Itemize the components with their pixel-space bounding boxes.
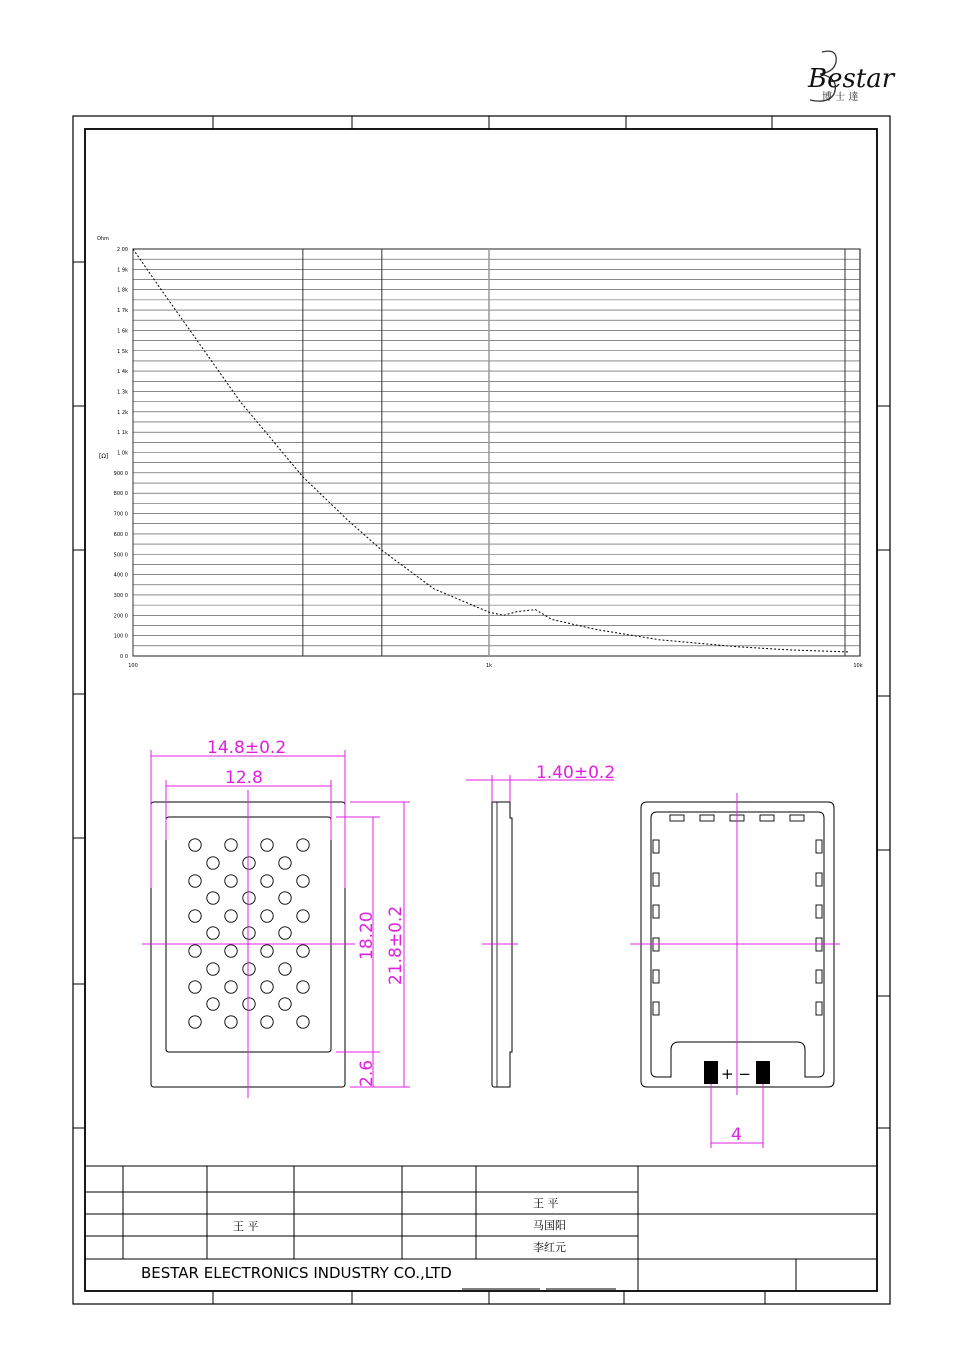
chart-y-tick-label: 1 8k xyxy=(117,287,128,294)
sound-hole xyxy=(261,839,273,851)
sound-hole xyxy=(189,875,201,887)
sound-hole xyxy=(297,839,309,851)
impedance-chart xyxy=(97,236,863,669)
chart-y-tick-label: 400 0 xyxy=(113,572,128,579)
back-view-right-tab xyxy=(816,905,822,918)
back-view-left-tab xyxy=(653,970,659,983)
chart-x-tick-label: 1k xyxy=(485,663,493,669)
side-view xyxy=(466,763,615,1087)
back-view-left-tab xyxy=(653,873,659,886)
sound-hole xyxy=(225,945,237,957)
sound-hole xyxy=(207,998,219,1010)
chart-y-tick-label: 1 7k xyxy=(117,308,128,315)
chart-y-tick-label: 800 0 xyxy=(113,491,128,498)
chart-grid xyxy=(133,249,860,656)
back-view-right-tab xyxy=(816,873,822,886)
dim-width-inner: 12.8 xyxy=(225,768,263,788)
back-view-top-tab xyxy=(760,815,774,821)
sound-hole xyxy=(279,927,291,939)
sound-hole xyxy=(261,875,273,887)
chart-y-tick-label: 500 0 xyxy=(113,552,128,559)
chart-y-tick-label: 1 1k xyxy=(117,430,128,437)
sound-hole xyxy=(279,857,291,869)
front-view xyxy=(142,738,410,1098)
back-view-top-tab xyxy=(700,815,714,821)
positive-terminal xyxy=(704,1061,718,1084)
chart-y-tick-label: 1 5k xyxy=(117,348,128,355)
dim-width-total: 14.8±0.2 xyxy=(207,738,287,758)
back-view-top-tab xyxy=(790,815,804,821)
sound-hole xyxy=(189,1016,201,1028)
bestar-logo xyxy=(807,51,896,103)
sound-hole xyxy=(279,963,291,975)
sound-hole xyxy=(225,839,237,851)
sound-hole xyxy=(279,892,291,904)
sound-hole xyxy=(207,963,219,975)
sound-hole xyxy=(189,981,201,993)
chart-y-tick-label: 100 0 xyxy=(113,633,128,640)
chart-y-tick-label: 2 00 xyxy=(116,247,128,253)
chart-x-tick-label: 100 xyxy=(128,663,138,669)
back-view-left-tab xyxy=(653,905,659,918)
back-view-right-tab xyxy=(816,1002,822,1015)
chart-y-tick-label: 200 0 xyxy=(113,613,128,620)
chart-x-tick-labels xyxy=(128,663,863,669)
sound-hole xyxy=(189,839,201,851)
sound-hole xyxy=(261,981,273,993)
sound-hole xyxy=(243,963,255,975)
chart-y-tick-labels xyxy=(114,247,128,660)
sound-hole xyxy=(297,981,309,993)
sound-hole xyxy=(225,910,237,922)
logo-brand: Bestar xyxy=(808,64,895,94)
side-view-dimensions xyxy=(466,775,614,944)
sound-hole-grid xyxy=(189,839,309,1028)
sound-hole xyxy=(261,945,273,957)
chart-y-tick-label: 1 6k xyxy=(117,328,128,335)
sound-hole xyxy=(225,981,237,993)
chart-y-tick-label: 1 4k xyxy=(117,369,128,376)
sound-hole xyxy=(207,927,219,939)
dim-height-total: 21.8±0.2 xyxy=(386,905,406,985)
approver-name: 王 平 xyxy=(533,1197,559,1210)
back-view-right-tab xyxy=(816,970,822,983)
reviewer-name: 李红元 xyxy=(533,1241,566,1254)
sound-hole xyxy=(207,892,219,904)
back-view xyxy=(630,793,840,1148)
back-view-left-tab xyxy=(653,840,659,853)
sound-hole xyxy=(297,910,309,922)
sheet-border xyxy=(73,116,890,1304)
chart-y-tick-label: 600 0 xyxy=(113,531,128,538)
chart-y-axis-label: [Ω] xyxy=(99,453,109,460)
sound-hole xyxy=(297,1016,309,1028)
chart-y-tick-label: 1 9k xyxy=(117,267,128,274)
back-view-dimensions xyxy=(630,793,840,1148)
checker-name: 马国阳 xyxy=(533,1219,566,1232)
sound-hole xyxy=(297,875,309,887)
chart-y-tick-label: 1 3k xyxy=(117,389,128,396)
sound-hole xyxy=(279,998,291,1010)
sound-hole xyxy=(189,910,201,922)
chart-y-tick-label: 700 0 xyxy=(113,511,128,518)
chart-x-tick-label: 10k xyxy=(853,663,863,669)
sound-hole xyxy=(261,910,273,922)
dim-bottom-margin: 2.6 xyxy=(357,1059,377,1087)
logo-chinese: 博 士 達 xyxy=(822,92,859,103)
impedance-curve xyxy=(133,249,848,652)
sound-hole xyxy=(207,857,219,869)
dim-thickness: 1.40±0.2 xyxy=(536,763,616,783)
sound-hole xyxy=(189,945,201,957)
sound-hole xyxy=(243,892,255,904)
chart-y-tick-label: 900 0 xyxy=(113,470,128,477)
back-view-left-tab xyxy=(653,1002,659,1015)
back-view-right-tab xyxy=(816,840,822,853)
sound-hole xyxy=(297,945,309,957)
dim-height-inner: 18.20 xyxy=(357,911,377,960)
sound-hole xyxy=(243,857,255,869)
sound-hole xyxy=(243,998,255,1010)
sound-hole xyxy=(225,1016,237,1028)
dim-pad-pitch: 4 xyxy=(731,1125,742,1145)
negative-terminal xyxy=(756,1061,770,1084)
chart-y-tick-label: 0 0 xyxy=(120,654,128,660)
chart-y-tick-label: 300 0 xyxy=(113,592,128,599)
sound-hole xyxy=(261,1016,273,1028)
chart-y-tick-label: 1 0k xyxy=(117,450,128,457)
back-view-top-tab xyxy=(670,815,684,821)
chart-y-unit: Ohm xyxy=(97,236,109,242)
sound-hole xyxy=(225,875,237,887)
chart-y-tick-label: 1 2k xyxy=(117,409,128,416)
sound-hole xyxy=(243,927,255,939)
designer-name: 王 平 xyxy=(233,1220,259,1233)
company-name: BESTAR ELECTRONICS INDUSTRY CO.,LTD xyxy=(141,1264,452,1282)
polarity-label: + − xyxy=(721,1065,751,1083)
